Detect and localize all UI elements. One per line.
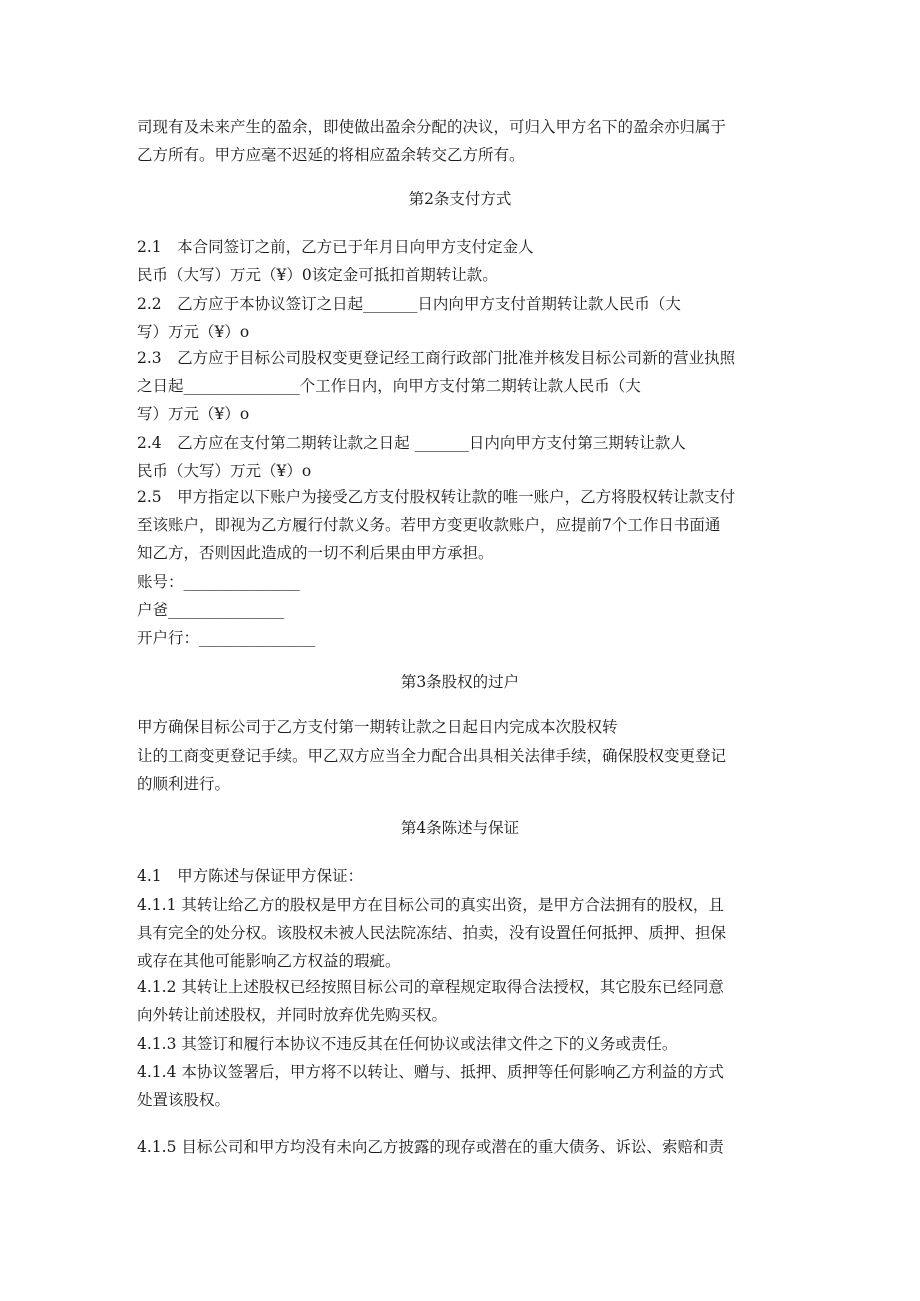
clause-2-2-line: 写）万元（¥）o bbox=[137, 323, 250, 341]
clause-2-3-line: 之日起_______________个工作日内，向甲方支付第二期转让款人民币（大 bbox=[137, 377, 641, 395]
account-name-field: 户爸_______________ bbox=[137, 601, 285, 619]
clause-4-1-3-line: 4.1.3 其签订和履行本协议不违反其在任何协议或法律文件之下的义务或责任。 bbox=[137, 1035, 678, 1053]
clause-4-1-5-line: 4.1.5 目标公司和甲方均没有未向乙方披露的现存或潜在的重大债务、诉讼、索赔和责 bbox=[137, 1138, 724, 1156]
clause-4-1-4-line: 4.1.4 本协议签署后，甲方将不以转让、赠与、抵押、质押等任何影响乙方利益的方式 bbox=[137, 1063, 724, 1081]
paragraph-line: 乙方所有。甲方应毫不迟延的将相应盈余转交乙方所有。 bbox=[137, 146, 525, 164]
clause-2-3-line: 写）万元（¥）o bbox=[137, 405, 250, 423]
section-heading-article-3: 第3条股权的过户 bbox=[400, 673, 520, 691]
clause-4-1-2-line: 向外转让前述股权，并同时放弃优先购买权。 bbox=[137, 1006, 448, 1024]
clause-4-1-2-line: 4.1.2 其转让上述股权已经按照目标公司的章程规定取得合法授权，其它股东已经同意 bbox=[137, 978, 724, 996]
paragraph-line: 让的工商变更登记手续。甲乙双方应当全力配合出具相关法律手续，确保股权变更登记 bbox=[137, 747, 727, 765]
clause-2-4-line: 民币（大写）万元（¥）o bbox=[137, 462, 312, 480]
clause-4-1-line: 4.1 甲方陈述与保证甲方保证： bbox=[137, 867, 364, 885]
clause-4-1-1-line: 或存在其他可能影响乙方权益的瑕疵。 bbox=[137, 952, 401, 970]
clause-4-1-4-line: 处置该股权。 bbox=[137, 1091, 231, 1109]
clause-2-5-line: 至该账户，即视为乙方履行付款义务。若甲方变更收款账户，应提前7个工作日书面通 bbox=[137, 516, 721, 534]
clause-2-4-line: 2.4 乙方应在支付第二期转让款之日起 _______日内向甲方支付第三期转让款人 bbox=[137, 434, 686, 452]
clause-2-5-line: 知乙方，否则因此造成的一切不利后果由甲方承担。 bbox=[137, 544, 494, 562]
clause-2-1-line: 2.1 本合同签订之前，乙方已于年月日向甲方支付定金人 bbox=[137, 238, 534, 256]
account-number-field: 账号：_______________ bbox=[137, 573, 300, 591]
clause-2-1-line: 民币（大写）万元（¥）0该定金可抵扣首期转让款。 bbox=[137, 266, 498, 284]
clause-2-3-line: 2.3 乙方应于目标公司股权变更登记经工商行政部门批准并核发目标公司新的营业执照 bbox=[137, 349, 736, 367]
clause-4-1-1-line: 具有完全的处分权。该股权未被人民法院冻结、拍卖，没有设置任何抵押、质押、担保 bbox=[137, 924, 727, 942]
paragraph-line: 甲方确保目标公司于乙方支付第一期转让款之日起日内完成本次股权转 bbox=[137, 718, 618, 736]
clause-4-1-1-line: 4.1.1 其转让给乙方的股权是甲方在目标公司的真实出资，是甲方合法拥有的股权，且 bbox=[137, 896, 724, 914]
clause-2-5-line: 2.5 甲方指定以下账户为接受乙方支付股权转让款的唯一账户，乙方将股权转让款支付 bbox=[137, 488, 736, 506]
clause-2-2-line: 2.2 乙方应于本协议签订之日起_______日内向甲方支付首期转让款人民币（大 bbox=[137, 295, 681, 313]
section-heading-article-2: 第2条支付方式 bbox=[408, 190, 512, 208]
bank-field: 开户行：_______________ bbox=[137, 629, 316, 647]
section-heading-article-4: 第4条陈述与保证 bbox=[400, 819, 520, 837]
paragraph-line: 的顺利进行。 bbox=[137, 775, 231, 793]
paragraph-line: 司现有及未来产生的盈余，即使做出盈余分配的决议，可归入甲方名下的盈余亦归属于 bbox=[137, 118, 727, 136]
